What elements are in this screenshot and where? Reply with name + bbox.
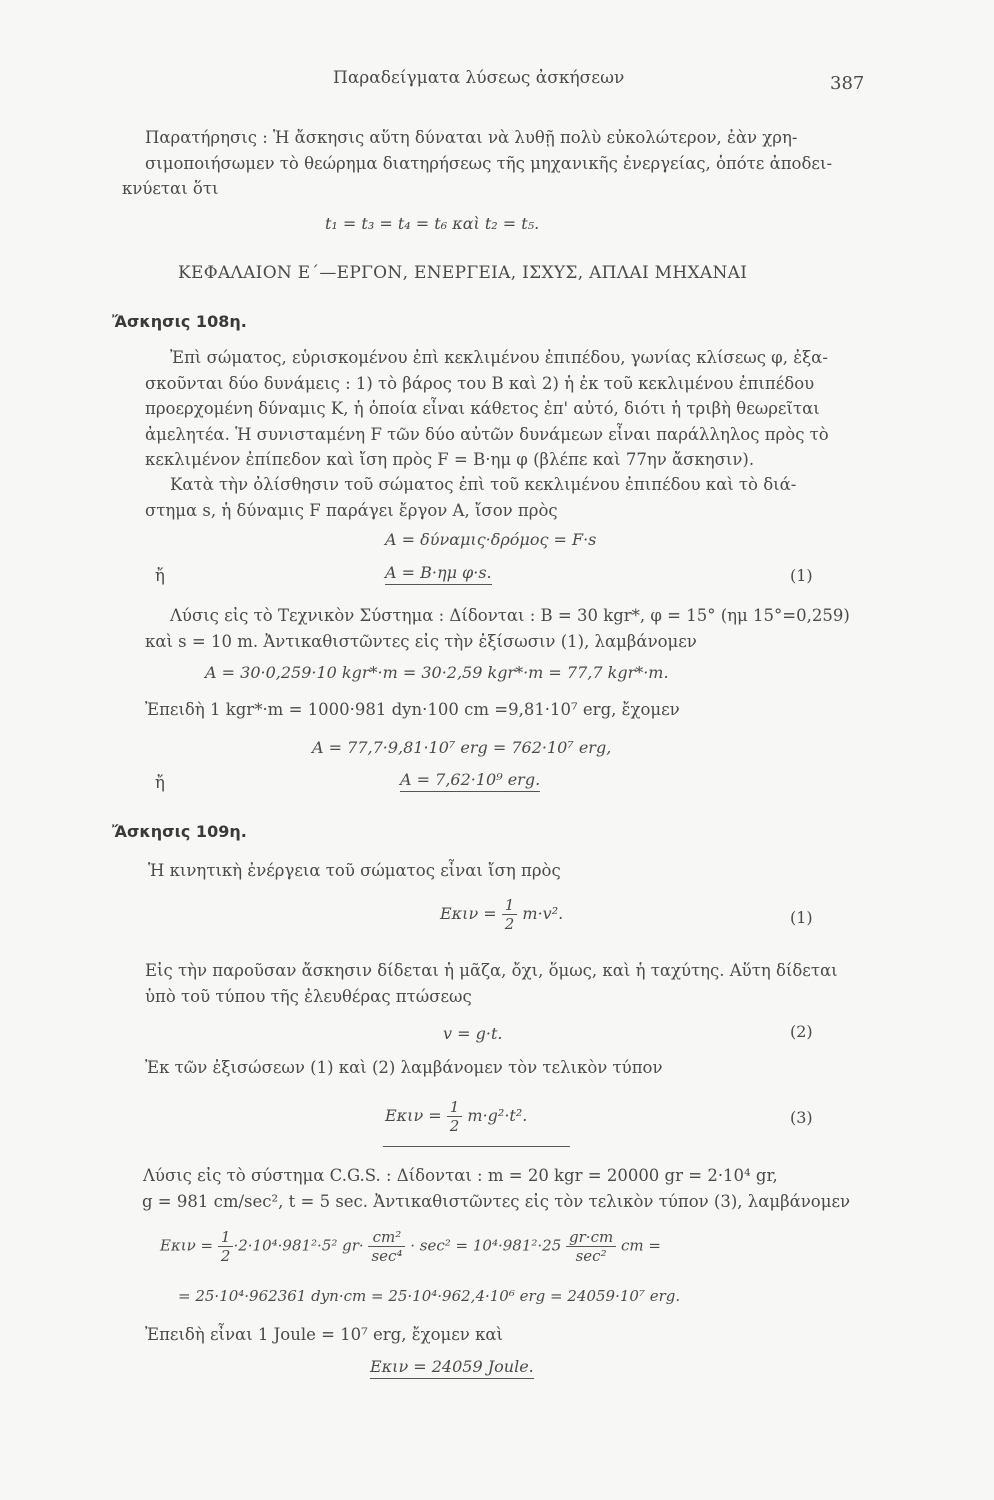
- eq-term: cm =: [620, 1236, 661, 1255]
- paragraph-line: g = 981 cm/sec², t = 5 sec. Ἀντικαθιστῶντες εἰς τὸν τελικὸν τύπον (3), λαμβάνομεν: [142, 1191, 851, 1211]
- equation-velocity: v = g·t.: [443, 1024, 503, 1043]
- remark-equation: t₁ = t₃ = t₄ = t₆ καὶ t₂ = t₅.: [325, 214, 540, 233]
- paragraph-line: ὑπὸ τοῦ τύπου τῆς ἐλευθέρας πτώσεως: [145, 986, 472, 1006]
- fraction: [566, 1228, 616, 1265]
- eq-term: · sec² = 10⁴·981²·25: [410, 1236, 562, 1255]
- paragraph-line: ἀμελητέα. Ἡ συνισταμένη F τῶν δύο αὐτῶν δυνάμεων εἶναι παράλληλος πρὸς τὸ: [145, 424, 829, 444]
- exercise-109-paragraph-5: Ἐπειδὴ εἶναι 1 Joule = 10⁷ erg, ἔχομεν καὶ: [145, 1325, 503, 1344]
- numerator: cm²: [368, 1228, 405, 1247]
- or-conjunction: ἤ: [155, 773, 165, 792]
- exercise-108-paragraph-2: [145, 472, 867, 523]
- paragraph-line: καὶ s = 10 m. Ἀντικαθιστῶντες εἰς τὴν ἐξίσωσιν (1), λαμβάνομεν: [145, 631, 697, 651]
- equation-work-erg: A = 77,7·9,81·10⁷ erg = 762·10⁷ erg,: [312, 738, 612, 757]
- equation-energy-joule: Eκιν = 24059 Joule.: [370, 1357, 534, 1379]
- numerator: 1: [447, 1098, 463, 1117]
- fraction: [447, 1098, 463, 1135]
- denominator: 2: [449, 1117, 460, 1135]
- equation-work-calculation: A = 30·0,259·10 kgr*·m = 30·2,59 kgr*·m = 77,7 kgr*·m.: [205, 663, 669, 682]
- fraction: [502, 896, 518, 933]
- fraction: [368, 1228, 405, 1265]
- paragraph-line: Ἐπὶ σώματος, εὑρισκομένου ἐπὶ κεκλιμένου ἐπιπέδου, γωνίας κλίσεως φ, ἐξα-: [170, 348, 828, 367]
- exercise-109-paragraph-1: Ἡ κινητικὴ ἐνέργεια τοῦ σώματος εἶναι ἴση πρὸς: [148, 861, 561, 880]
- exercise-108-paragraph-4: Ἐπειδὴ 1 kgr*·m = 1000·981 dyn·100 cm =9,81·10⁷ erg, ἔχομεν: [145, 700, 680, 719]
- exercise-109-paragraph-3: Ἐκ τῶν ἐξισώσεων (1) καὶ (2) λαμβάνομεν τὸν τελικὸν τύπον: [145, 1058, 663, 1077]
- equation-label: (1): [790, 566, 813, 585]
- paragraph-line: Εἰς τὴν παροῦσαν ἄσκησιν δίδεται ἡ μᾶζα, ὄχι, ὅμως, καὶ ἡ ταχύτης. Αὕτη δίδεται: [145, 961, 838, 980]
- eq-lhs: Eκιν =: [440, 904, 497, 923]
- fraction: [218, 1228, 234, 1265]
- equation-1-work: A = B·ημ φ·s.: [385, 563, 492, 585]
- exercise-108-paragraph-3: [145, 603, 867, 654]
- exercise-108-heading: Ἄσκησις 108η.: [112, 312, 247, 331]
- denominator: sec²: [575, 1247, 607, 1265]
- paragraph-line: κεκλιμένον ἐπίπεδον καὶ ἴση πρὸς F = B·ημ φ (βλέπε καὶ 77ην ἄσκησιν).: [145, 450, 755, 469]
- equation-energy-erg: = 25·10⁴·962361 dyn·cm = 25·10⁴·962,4·10⁶ erg = 24059·10⁷ erg.: [178, 1287, 681, 1305]
- paragraph-line: Κατὰ τὴν ὀλίσθησιν τοῦ σώματος ἐπὶ τοῦ κεκλιμένου ἐπιπέδου καὶ τὸ διά-: [170, 475, 797, 494]
- numerator: 1: [502, 896, 518, 915]
- eq-term: ·2·10⁴·981²·5² gr·: [233, 1236, 364, 1255]
- equation-final-formula: [385, 1098, 527, 1135]
- numerator: gr·cm: [566, 1228, 616, 1247]
- eq-lhs: Eκιν =: [160, 1236, 214, 1255]
- remark-line: Παρατήρησις : Ἡ ἄσκησις αὕτη δύναται νὰ λυθῇ πολὺ εὐκολώτερον, ἐὰν χρη-: [145, 128, 798, 147]
- eq-rhs: m·v².: [522, 904, 564, 923]
- remark-line: σιμοποιήσωμεν τὸ θεώρημα διατηρήσεως τῆς μηχανικῆς ἐνεργείας, ὁπότε ἀποδει-: [145, 153, 833, 173]
- equation-kinetic-energy: [440, 896, 563, 933]
- equation-label: (3): [790, 1108, 813, 1127]
- equation-label: (2): [790, 1022, 813, 1041]
- page-number: 387: [830, 73, 865, 94]
- denominator: 2: [504, 915, 515, 933]
- paragraph-line: σκοῦνται δύο δυνάμεις : 1) τὸ βάρος του B καὶ 2) ἡ ἐκ τοῦ κεκλιμένου ἐπιπέδου: [145, 373, 815, 393]
- exercise-109-paragraph-2: [145, 958, 867, 1009]
- equation-label: (1): [790, 908, 813, 927]
- equation-work-result: A = 7,62·10⁹ erg.: [400, 770, 540, 792]
- exercise-109-paragraph-4: [142, 1163, 867, 1214]
- or-conjunction: ἤ: [155, 566, 165, 585]
- chapter-title: ΚΕΦΑΛΑΙΟΝ Ε΄—ΕΡΓΟΝ, ΕΝΕΡΓΕΙΑ, ΙΣΧΥΣ, ΑΠΛΑΙ ΜΗΧΑΝΑΙ: [178, 263, 748, 283]
- exercise-109-heading: Ἄσκησις 109η.: [112, 822, 247, 841]
- paragraph-line: Λύσις εἰς τὸ σύστημα C.G.S. : Δίδονται : m = 20 kgr = 20000 gr = 2·10⁴ gr,: [143, 1166, 778, 1185]
- denominator: 2: [220, 1247, 231, 1265]
- paragraph-line: στημα s, ἡ δύναμις F παράγει ἔργον A, ἴσον πρὸς: [145, 500, 558, 520]
- remark-paragraph: [122, 125, 867, 202]
- denominator: sec⁴: [371, 1247, 403, 1265]
- eq-lhs: Eκιν =: [385, 1106, 442, 1125]
- equation-substitution: [160, 1228, 661, 1265]
- paragraph-line: προερχομένη δύναμις K, ἡ ὁποία εἶναι κάθετος ἐπ' αὐτό, διότι ἡ τριβὴ θεωρεῖται: [145, 399, 820, 418]
- equation-work-definition: A = δύναμις·δρόμος = F·s: [385, 530, 597, 549]
- numerator: 1: [218, 1228, 234, 1247]
- eq-rhs: m·g²·t².: [467, 1106, 528, 1125]
- paragraph-line: Λύσις εἰς τὸ Τεχνικὸν Σύστημα : Δίδονται : B = 30 kgr*, φ = 15° (ημ 15°=0,259): [170, 606, 850, 625]
- formula-underline: [383, 1146, 570, 1147]
- exercise-108-paragraph-1: [145, 345, 867, 473]
- remark-line: κνύεται ὅτι: [122, 179, 219, 198]
- running-header-title: Παραδείγματα λύσεως ἀσκήσεων: [333, 68, 625, 88]
